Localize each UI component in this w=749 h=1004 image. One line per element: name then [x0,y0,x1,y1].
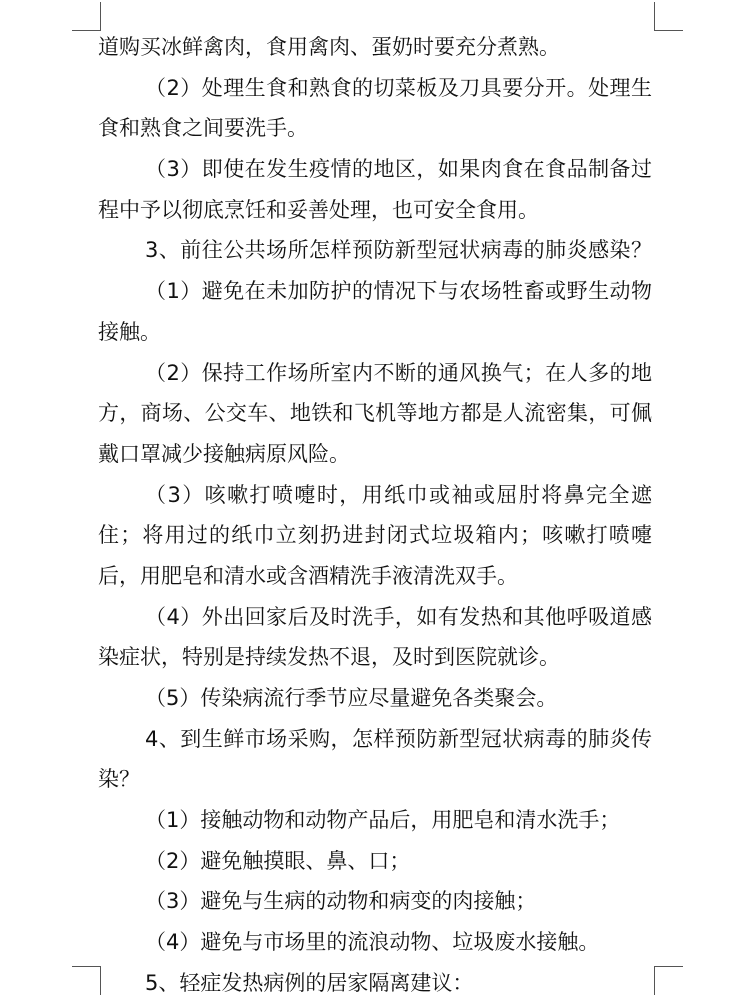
document-body [98,27,652,1004]
paragraph-line: （2）保持工作场所室内不断的通风换气；在人多的地 [145,360,652,385]
crop-mark-top-right [654,2,683,31]
paragraph-line: （4）外出回家后及时洗手，如有发热和其他呼吸道感 [145,604,652,629]
crop-mark-top-left [72,2,101,31]
paragraph-line: （5）传染病流行季节应尽量避免各类聚会。 [145,686,558,710]
paragraph-line: 染症状，特别是持续发热不退，及时到医院就诊。 [98,645,560,670]
section-heading: 5、轻症发热病例的居家隔离建议： [145,970,474,995]
paragraph-line: 戴口罩减少接触病原风险。 [98,441,350,466]
paragraph-line: 方，商场、公交车、地铁和飞机等地方都是人流密集，可佩 [98,401,652,426]
list-item: （4）避免与市场里的流浪动物、垃圾废水接触。 [145,930,600,955]
section-heading: 4、到生鲜市场采购，怎样预防新型冠状病毒的肺炎传 [145,726,652,751]
list-item: （3）避免与生病的动物和病变的肉接触； [145,889,537,914]
paragraph-line: 后，用肥皂和清水或含酒精洗手液清洗双手。 [98,563,518,588]
section-heading: 3、前往公共场所怎样预防新型冠状病毒的肺炎感染？ [145,238,652,263]
paragraph-line: 接触。 [98,319,161,344]
list-item: （1）接触动物和动物产品后，用肥皂和清水洗手； [145,808,621,833]
paragraph-line: 道购买冰鲜禽肉，食用禽肉、蛋奶时要充分煮熟。 [98,35,560,59]
paragraph-line: 程中予以彻底烹饪和妥善处理，也可安全食用。 [98,197,539,222]
paragraph-line: （1）避免在未加防护的情况下与农场牲畜或野生动物 [145,279,652,304]
paragraph-line: 住；将用过的纸巾立刻扔进封闭式垃圾箱内；咳嗽打喷嚏 [98,523,652,548]
paragraph-line: （3）咳嗽打喷嚏时，用纸巾或袖或屈肘将鼻完全遮 [145,482,652,507]
crop-mark-bottom-left [72,966,101,995]
paragraph-line: （2）处理生食和熟食的切菜板及刀具要分开。处理生 [145,75,652,100]
crop-mark-bottom-right [654,966,683,995]
list-item: （2）避免触摸眼、鼻、口； [145,848,411,873]
paragraph-line: 食和熟食之间要洗手。 [98,116,308,141]
paragraph-line: （3）即使在发生疫情的地区，如果肉食在食品制备过 [145,157,652,182]
paragraph-line: 染？ [98,767,140,792]
